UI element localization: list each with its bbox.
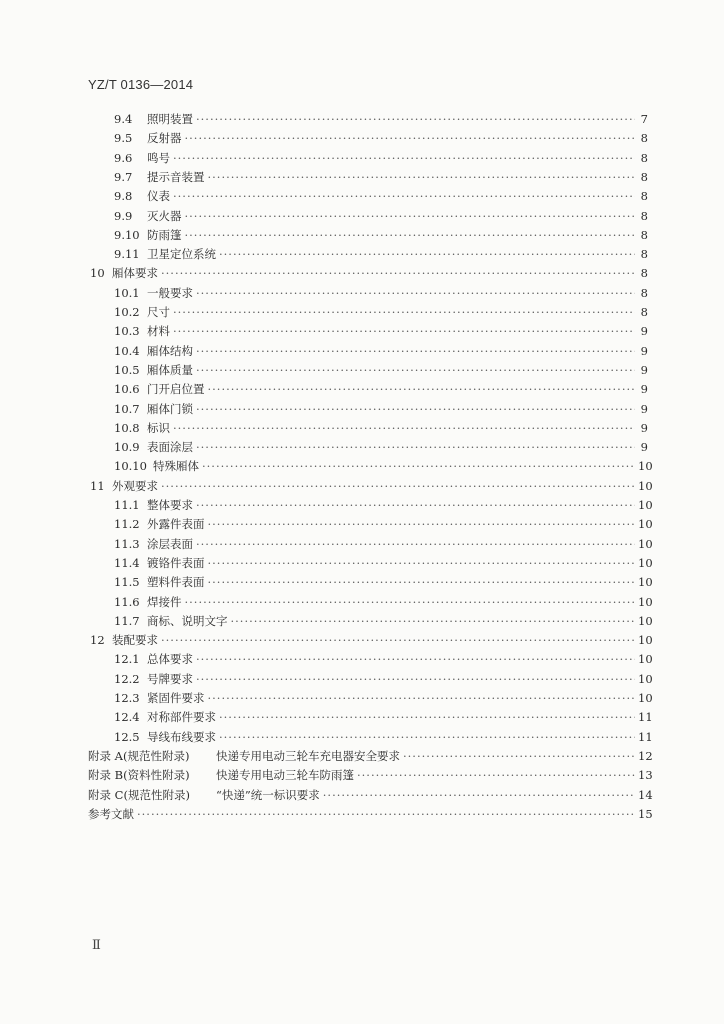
- toc-entry: [114, 110, 648, 129]
- document-code: YZ/T 0136—2014: [88, 77, 194, 92]
- toc-leader-dots: [196, 670, 635, 689]
- toc-leader-dots: [185, 593, 636, 612]
- toc-leader-dots: [196, 496, 635, 515]
- toc-entry: [114, 149, 648, 168]
- toc-entry: [114, 207, 648, 226]
- toc-entry-page: 8: [640, 285, 648, 300]
- toc-entry-page: 10: [638, 575, 653, 590]
- toc-entry-number: 11.1: [114, 498, 140, 512]
- toc-entry-page: 10: [638, 671, 653, 686]
- toc-leader-dots: [196, 438, 635, 457]
- toc-entry: [114, 708, 653, 727]
- toc-entry-title: 商标、说明文字: [147, 613, 228, 628]
- toc-entry-number: 12.3: [114, 691, 140, 705]
- toc-entry-title: 整体要求: [147, 498, 193, 512]
- toc-leader-dots: [219, 728, 635, 747]
- toc-leader-dots: [161, 631, 635, 650]
- toc-entry-page: 13: [638, 768, 653, 783]
- toc-entry-title: 焊接件: [147, 594, 182, 609]
- toc-entry-page: 9: [640, 382, 648, 397]
- toc-entry: [88, 805, 653, 824]
- toc-entry: [114, 515, 653, 534]
- toc-entry-title: 装配要求: [112, 633, 158, 648]
- toc-entry: [114, 303, 648, 322]
- toc-entry-page: 8: [640, 266, 648, 281]
- toc-entry-page: 10: [638, 517, 653, 532]
- toc-entry-page: 10: [638, 652, 653, 667]
- toc-entry-title: 外露件表面: [147, 517, 205, 532]
- toc-entry-page: 8: [640, 189, 648, 204]
- toc-leader-dots: [208, 515, 636, 534]
- toc-entry-page: 7: [640, 112, 648, 126]
- toc-entry: [90, 631, 653, 650]
- toc-entry-number: 9.4: [114, 112, 133, 126]
- toc-entry-title: 材料: [147, 324, 170, 339]
- toc-entry: [114, 226, 648, 245]
- toc-entry-title: 提示音装置: [147, 169, 205, 184]
- toc-leader-dots: [231, 612, 636, 631]
- toc-leader-dots: [173, 322, 635, 341]
- toc-entry-number: 9.6: [114, 150, 133, 165]
- toc-leader-dots: [208, 168, 636, 187]
- toc-entry-page: 9: [640, 362, 648, 377]
- toc-entry: [114, 129, 648, 148]
- toc-entry-number: 11.6: [114, 594, 140, 609]
- toc-entry-number: 附录 B(资料性附录): [88, 768, 190, 783]
- toc-entry-title: 厢体门锁: [147, 401, 193, 416]
- toc-entry-page: 10: [638, 536, 653, 551]
- toc-entry-number: 12.4: [114, 710, 140, 725]
- toc-leader-dots: [173, 187, 635, 206]
- toc-entry-page: 9: [640, 343, 648, 358]
- toc-entry-page: 8: [640, 227, 648, 242]
- toc-leader-dots: [357, 766, 635, 785]
- toc-entry: [114, 593, 653, 612]
- toc-entry-number: 11: [90, 478, 105, 493]
- toc-entry-title: 一般要求: [147, 285, 193, 300]
- toc-leader-dots: [196, 361, 635, 380]
- toc-entry-number: 9.11: [114, 247, 140, 262]
- toc-entry-title: 紧固件要求: [147, 691, 205, 705]
- toc-entry-page: 8: [640, 131, 648, 146]
- toc-entry: [114, 168, 648, 187]
- toc-entry-number: 10.9: [114, 440, 140, 455]
- toc-entry-number: 9.10: [114, 227, 140, 242]
- toc-entry-number: 12.5: [114, 729, 140, 744]
- toc-entry-page: 8: [640, 169, 648, 184]
- toc-entry-page: 8: [640, 208, 648, 223]
- toc-entry-page: 10: [638, 459, 653, 474]
- toc-leader-dots: [208, 573, 636, 592]
- toc-leader-dots: [219, 708, 635, 727]
- toc-entry: [114, 245, 648, 264]
- toc-entry-page: 10: [638, 498, 653, 512]
- toc-entry-number: 9.7: [114, 169, 133, 184]
- toc-entry: [114, 342, 648, 361]
- toc-entry-page: 11: [638, 710, 653, 725]
- toc-entry-title: 特殊厢体: [153, 459, 199, 474]
- toc-entry-title: 厢体质量: [147, 362, 193, 377]
- toc-entry: [114, 670, 653, 689]
- toc-entry-number: 10.4: [114, 343, 140, 358]
- toc-entry-page: 9: [640, 420, 648, 435]
- toc-leader-dots: [185, 226, 636, 245]
- toc-entry-number: 附录 A(规范性附录): [88, 748, 190, 763]
- toc-entry-number: 11.2: [114, 517, 140, 532]
- toc-entry-number: 11.3: [114, 536, 140, 551]
- toc-leader-dots: [196, 535, 635, 554]
- toc-entry-title: 照明装置: [147, 112, 193, 126]
- toc-entry: [88, 747, 653, 766]
- toc-entry: [114, 689, 653, 708]
- page-number: Ⅱ: [92, 938, 101, 953]
- toc-entry-page: 9: [640, 440, 648, 455]
- toc-entry-page: 10: [638, 594, 653, 609]
- toc-entry: [90, 264, 648, 283]
- toc-entry-page: 10: [638, 613, 653, 628]
- toc-entry-title: 镀铬件表面: [147, 555, 205, 570]
- toc-leader-dots: [196, 400, 635, 419]
- toc-entry-title: 防雨篷: [147, 227, 182, 242]
- toc-entry-title: 仪表: [147, 189, 170, 204]
- toc-entry-page: 12: [638, 748, 653, 763]
- toc-leader-dots: [173, 149, 635, 168]
- toc-entry-title: 卫星定位系统: [147, 247, 216, 262]
- toc-entry: [114, 400, 648, 419]
- toc-entry: [114, 728, 653, 747]
- toc-entry-title: 总体要求: [147, 652, 193, 667]
- toc-leader-dots: [161, 264, 635, 283]
- toc-leader-dots: [185, 207, 636, 226]
- toc-entry-page: 9: [640, 401, 648, 416]
- toc-entry: [114, 650, 653, 669]
- toc-entry-number: 10.5: [114, 362, 140, 377]
- toc-leader-dots: [208, 380, 636, 399]
- toc-leader-dots: [323, 786, 635, 805]
- toc-entry-title: 尺寸: [147, 305, 170, 319]
- toc-entry-number: 10.2: [114, 305, 140, 319]
- toc-entry-number: 10.10: [114, 459, 147, 474]
- toc-entry: [114, 612, 653, 631]
- toc-entry-number: 9.9: [114, 208, 133, 223]
- toc-entry: [114, 573, 653, 592]
- toc-entry-page: 11: [638, 729, 653, 744]
- toc-leader-dots: [173, 419, 635, 438]
- toc-entry-number: 10: [90, 266, 105, 281]
- toc-entry-number: 12.2: [114, 671, 140, 686]
- toc-entry-title: 对称部件要求: [147, 710, 216, 725]
- toc-entry-number: 10.6: [114, 382, 140, 397]
- toc-entry: [90, 477, 653, 496]
- toc-leader-dots: [403, 747, 635, 766]
- toc-entry-number: 10.1: [114, 285, 140, 300]
- toc-entry-page: 8: [640, 247, 648, 262]
- toc-entry-page: 10: [638, 691, 653, 705]
- toc-leader-dots: [185, 129, 636, 148]
- toc-leader-dots: [219, 245, 635, 264]
- toc-leader-dots: [208, 554, 636, 573]
- toc-entry-number: 10.3: [114, 324, 140, 339]
- toc-entry: [88, 786, 653, 805]
- toc-leader-dots: [137, 805, 635, 824]
- toc-entry-number: 11.4: [114, 555, 140, 570]
- toc-entry-title: 快递专用电动三轮车充电器安全要求: [216, 748, 400, 763]
- toc-entry-title: 导线布线要求: [147, 729, 216, 744]
- toc-leader-dots: [208, 689, 636, 708]
- toc-entry-page: 10: [638, 478, 653, 493]
- toc-entry-title: 外观要求: [112, 478, 158, 493]
- toc-entry-number: 附录 C(规范性附录): [88, 787, 190, 802]
- toc-entry-title: “快递”统一标识要求: [216, 787, 320, 802]
- toc-entry-title: 表面涂层: [147, 440, 193, 455]
- toc-entry-number: 9.8: [114, 189, 133, 204]
- toc-leader-dots: [196, 284, 635, 303]
- toc-entry-number: 11.5: [114, 575, 140, 590]
- toc-entry: [114, 419, 648, 438]
- toc-entry: [114, 322, 648, 341]
- toc-entry-title: 号牌要求: [147, 671, 193, 686]
- toc-entry: [88, 766, 653, 785]
- toc-leader-dots: [196, 650, 635, 669]
- toc-entry: [114, 187, 648, 206]
- toc-entry: [114, 380, 648, 399]
- toc-entry: [114, 361, 648, 380]
- toc-entry: [114, 496, 653, 515]
- toc-entry-number: 9.5: [114, 131, 133, 146]
- toc-entry: [114, 438, 648, 457]
- toc-entry: [114, 457, 653, 476]
- toc-leader-dots: [202, 457, 635, 476]
- toc-entry-page: 10: [638, 555, 653, 570]
- toc-entry-title: 灭火器: [147, 208, 182, 223]
- toc-entry-title: 厢体要求: [112, 266, 158, 281]
- toc-entry-title: 反射器: [147, 131, 182, 146]
- toc-entry: [114, 535, 653, 554]
- toc-entry-title: 涂层表面: [147, 536, 193, 551]
- toc-entry-number: 12.1: [114, 652, 140, 667]
- toc-entry-title: 塑料件表面: [147, 575, 205, 590]
- toc-entry-page: 15: [638, 806, 653, 821]
- toc-entry: [114, 284, 648, 303]
- toc-entry-page: 8: [640, 305, 648, 319]
- toc-entry-number: 11.7: [114, 613, 140, 628]
- toc-leader-dots: [196, 342, 635, 361]
- toc-leader-dots: [196, 110, 635, 129]
- toc-leader-dots: [173, 303, 635, 322]
- toc-entry-title: 快递专用电动三轮车防雨篷: [216, 768, 354, 783]
- toc-entry-page: 9: [640, 324, 648, 339]
- toc-entry-title: 参考文献: [88, 806, 134, 821]
- toc-entry-page: 10: [638, 633, 653, 648]
- toc-entry-page: 8: [640, 150, 648, 165]
- toc-entry-title: 门开启位置: [147, 382, 205, 397]
- toc-entry-title: 厢体结构: [147, 343, 193, 358]
- toc-entry-number: 12: [90, 633, 105, 648]
- toc-leader-dots: [161, 477, 635, 496]
- toc-entry-title: 鸣号: [147, 150, 170, 165]
- toc-entry-title: 标识: [147, 420, 170, 435]
- toc-entry-number: 10.7: [114, 401, 140, 416]
- toc-entry: [114, 554, 653, 573]
- toc-entry-number: 10.8: [114, 420, 140, 435]
- toc-entry-page: 14: [638, 787, 653, 802]
